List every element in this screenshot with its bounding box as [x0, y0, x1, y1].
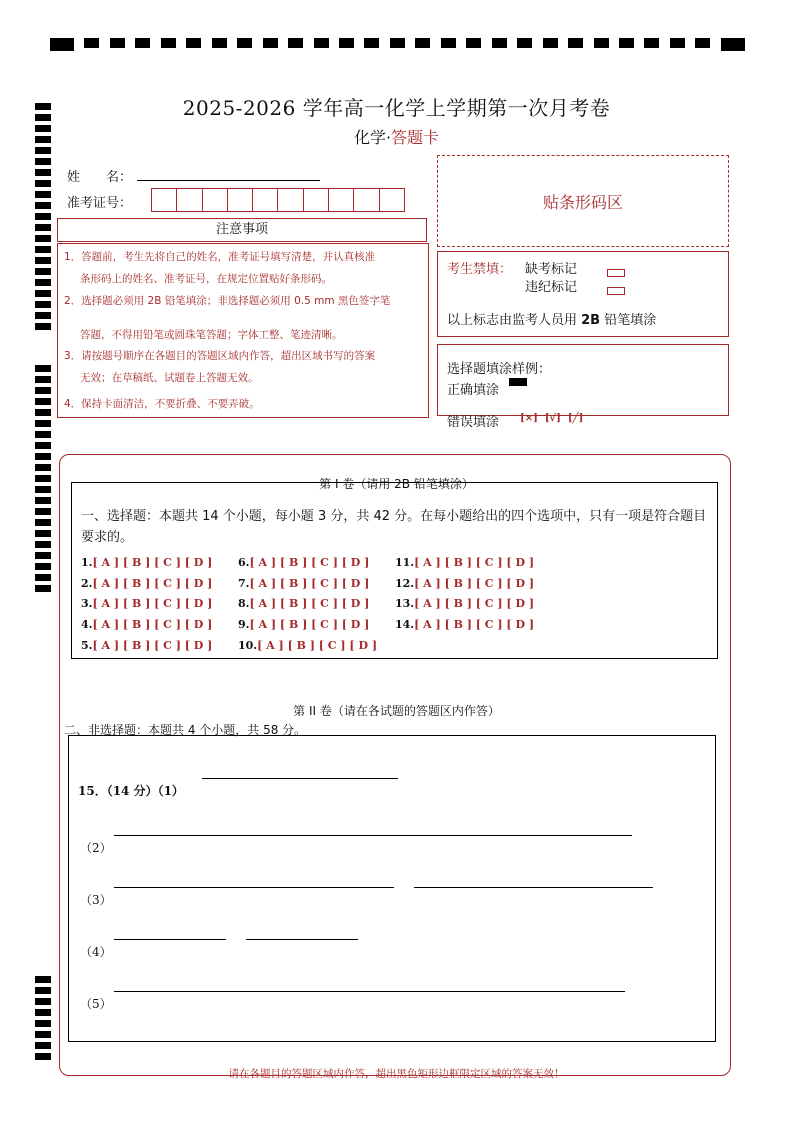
- subject-label: 化学·: [353, 128, 392, 147]
- choice-number: 8.: [238, 597, 250, 610]
- top-alignment-marks: [50, 38, 745, 51]
- left-alignment-marks-bottom: [35, 976, 51, 1064]
- notice-item: [64, 393, 424, 415]
- notice-text: 1．答题前，考生先将自己的姓名，准考证号填写清楚，并认真核准: [64, 251, 376, 263]
- id-digit-box[interactable]: [227, 188, 253, 212]
- choice-options[interactable]: [ A ] [ B ] [ C ] [ D ]: [414, 556, 535, 569]
- choice-options[interactable]: [ A ] [ B ] [ C ] [ D ]: [249, 597, 370, 610]
- card-label: 答题卡: [391, 128, 440, 147]
- q15-1-answer-line[interactable]: [202, 778, 398, 779]
- choice-row-11[interactable]: [395, 556, 534, 569]
- proctor-note-bold: 2B: [581, 313, 601, 328]
- choice-row-7[interactable]: [238, 577, 369, 590]
- choice-row-5[interactable]: [81, 639, 212, 652]
- id-digit-box[interactable]: [277, 188, 303, 212]
- choice-row-9[interactable]: [238, 618, 369, 631]
- q15-4-answer-line-a[interactable]: [114, 939, 226, 940]
- id-digit-box[interactable]: [328, 188, 354, 212]
- choice-options[interactable]: [ A ] [ B ] [ C ] [ D ]: [414, 597, 535, 610]
- choice-row-14[interactable]: [395, 618, 534, 631]
- correct-label: 正确填涂: [447, 383, 500, 398]
- q15-3-answer-line-b[interactable]: [414, 887, 653, 888]
- choice-number: 9.: [238, 618, 250, 631]
- id-digit-box[interactable]: [379, 188, 405, 212]
- absent-label: 缺考标记: [525, 262, 578, 277]
- proctor-note-pre: 以上标志由监考人员用: [447, 313, 582, 328]
- choice-options[interactable]: [ A ] [ B ] [ C ] [ D ]: [414, 618, 535, 631]
- choice-options[interactable]: [ A ] [ B ] [ C ] [ D ]: [92, 556, 213, 569]
- fill-sample-box: [437, 344, 729, 430]
- proctor-note: [447, 309, 656, 328]
- notice-item: [64, 345, 424, 389]
- id-digit-box[interactable]: [202, 188, 228, 212]
- choice-number: 7.: [238, 577, 250, 590]
- choice-options[interactable]: [ A ] [ B ] [ C ] [ D ]: [92, 577, 213, 590]
- page-subtitle: [0, 125, 793, 148]
- choice-row-4[interactable]: [81, 618, 212, 631]
- q15-2-label: （2）: [80, 841, 112, 855]
- choice-options[interactable]: [ A ] [ B ] [ C ] [ D ]: [92, 597, 213, 610]
- page-title: 2025-2026 学年高一化学上学期第一次月考卷: [182, 96, 611, 120]
- notice-text: 3．请按题号顺序在各题目的答题区域内作答，超出区域书写的答案: [64, 350, 376, 362]
- barcode-area: [437, 155, 729, 247]
- q15-3-label: （3）: [80, 893, 112, 907]
- barcode-label: 贴条形码区: [542, 192, 623, 212]
- id-digit-box[interactable]: [252, 188, 278, 212]
- notice-heading: 注意事项: [57, 218, 427, 242]
- q15-4-label: （4）: [80, 945, 112, 959]
- forbid-label: 考生禁填：: [447, 262, 513, 277]
- q15-5-label: （5）: [80, 997, 112, 1011]
- violation-label: 违纪标记: [525, 280, 578, 295]
- part1-heading-text: 第 I 卷（请用 2B 铅笔填涂）: [319, 477, 474, 491]
- choice-options[interactable]: [ A ] [ B ] [ C ] [ D ]: [92, 639, 213, 652]
- choice-number: 12.: [395, 577, 415, 590]
- choice-row-1[interactable]: [81, 556, 212, 569]
- choice-number: 3.: [81, 597, 93, 610]
- choice-options[interactable]: [ A ] [ B ] [ C ] [ D ]: [257, 639, 378, 652]
- choice-number: 1.: [81, 556, 93, 569]
- choice-row-2[interactable]: [81, 577, 212, 590]
- choice-number: 14.: [395, 618, 415, 631]
- choice-number: 4.: [81, 618, 93, 631]
- sample-title: 选择题填涂样例：: [447, 362, 552, 377]
- q15-5-answer-line[interactable]: [114, 991, 625, 992]
- notice-text-cont: 答题，不得用铅笔或圆珠笔答题；字体工整、笔迹清晰。: [80, 329, 343, 341]
- absent-mark-box[interactable]: [607, 262, 625, 281]
- q15-3-answer-line-a[interactable]: [114, 887, 394, 888]
- choice-number: 13.: [395, 597, 415, 610]
- choice-number: 10.: [238, 639, 258, 652]
- choice-row-8[interactable]: [238, 597, 369, 610]
- choice-options[interactable]: [ A ] [ B ] [ C ] [ D ]: [414, 577, 535, 590]
- choice-number: 6.: [238, 556, 250, 569]
- part2-instruction: 二、非选择题：本题共 4 个小题，共 58 分。: [64, 723, 307, 737]
- id-digit-box[interactable]: [303, 188, 329, 212]
- id-digit-box[interactable]: [353, 188, 379, 212]
- wrong-mark: [√]: [544, 413, 561, 424]
- choice-number: 11.: [395, 556, 415, 569]
- wrong-mark: [╱]: [567, 413, 584, 424]
- name-label: 姓 名：: [67, 170, 133, 185]
- notice-text-cont: 无效；在草稿纸、试题卷上答题无效。: [80, 372, 259, 384]
- choice-row-10[interactable]: [238, 639, 377, 652]
- notice-box: [57, 243, 429, 418]
- violation-mark-box[interactable]: [607, 280, 625, 299]
- q15-2-answer-line[interactable]: [114, 835, 632, 836]
- wrong-label: 错误填涂: [447, 415, 500, 430]
- wrong-fill-samples: [520, 413, 583, 424]
- name-field[interactable]: [137, 180, 320, 181]
- proctor-note-post: 铅笔填涂: [600, 313, 657, 328]
- choice-number: 2.: [81, 577, 93, 590]
- id-digit-box[interactable]: [151, 188, 177, 212]
- choice-options[interactable]: [ A ] [ B ] [ C ] [ D ]: [249, 618, 370, 631]
- notice-text: 4．保持卡面清洁，不要折叠、不要弄破。: [64, 398, 260, 410]
- choice-row-3[interactable]: [81, 597, 212, 610]
- choice-options[interactable]: [ A ] [ B ] [ C ] [ D ]: [92, 618, 213, 631]
- choice-row-6[interactable]: [238, 556, 369, 569]
- correct-fill-sample: [509, 378, 527, 386]
- choice-row-12[interactable]: [395, 577, 534, 590]
- id-number-boxes[interactable]: [151, 188, 404, 212]
- notice-text: 2．选择题必须用 2B 铅笔填涂；非选择题必须用 0.5 mm 黑色签字笔: [64, 295, 391, 307]
- id-digit-box[interactable]: [176, 188, 202, 212]
- id-label: 准考证号：: [67, 196, 133, 211]
- choice-options[interactable]: [ A ] [ B ] [ C ] [ D ]: [249, 556, 370, 569]
- q15-4-answer-line-b[interactable]: [246, 939, 358, 940]
- footer-warning: 请在各题目的答题区域内作答，超出黑色矩形边框限定区域的答案无效！: [228, 1068, 565, 1080]
- part2-heading: 第 II 卷（请在各试题的答题区内作答）: [293, 704, 500, 718]
- part1-instruction: 一、选择题：本题共 14 个小题，每小题 3 分，共 42 分。在每小题给出的四个选项中，只有一项是符合题目要求的。: [81, 509, 707, 545]
- notice-item: [64, 246, 424, 290]
- proctor-mark-box: [437, 251, 729, 337]
- choice-options[interactable]: [ A ] [ B ] [ C ] [ D ]: [249, 577, 370, 590]
- choice-number: 5.: [81, 639, 93, 652]
- notice-text-cont: 条形码上的姓名、准考证号，在规定位置贴好条形码。: [80, 273, 332, 285]
- choice-row-13[interactable]: [395, 597, 534, 610]
- notice-item: [64, 290, 424, 346]
- q15-label: 15．（14 分）（1）: [78, 784, 184, 798]
- wrong-mark: [×]: [520, 413, 538, 424]
